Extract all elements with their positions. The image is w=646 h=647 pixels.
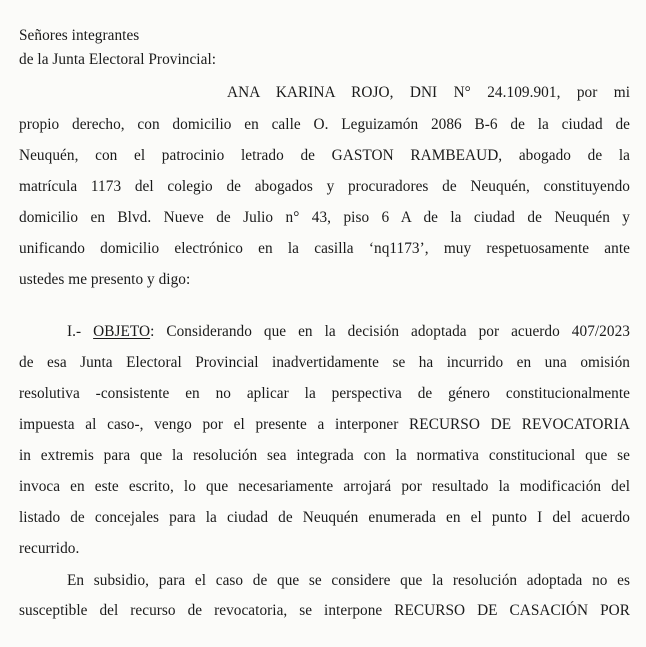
- intro-line-3: Neuquén, con el patrocinio letrado de GASTON RAMBEAUD, abogado de la: [19, 147, 630, 164]
- objeto-number: I.-: [67, 323, 94, 340]
- intro-line-4: matrícula 1173 del colegio de abogados y procuradores de Neuquén, constituyendo: [19, 178, 630, 195]
- intro-line-1: ANA KARINA ROJO, DNI N° 24.109.901, por mi: [227, 84, 630, 101]
- subsidio-line-1: En subsidio, para el caso de que se considere que la resolución adoptada no es: [67, 572, 630, 589]
- objeto-line-8: recurrido.: [19, 540, 80, 557]
- salutation-line-1: Señores integrantes: [19, 27, 140, 44]
- intro-line-5: domicilio en Blvd. Nueve de Julio n° 43, piso 6 A de la ciudad de Neuquén y: [19, 209, 630, 226]
- objeto-line-1-text: : Considerando que en la decisión adoptada por acuerdo 407/2023: [150, 323, 630, 340]
- objeto-line-4: impuesta al caso-, vengo por el presente a interponer RECURSO DE REVOCATORIA: [19, 416, 630, 433]
- objeto-line-7: listado de concejales para la ciudad de Neuquén enumerada en el punto I del acuerdo: [19, 509, 630, 526]
- intro-line-6: unificando domicilio electrónico en la casilla ‘nq1173’, muy respetuosamente ante: [19, 240, 630, 257]
- objeto-line-6: invoca en este escrito, lo que necesariamente arrojará por resultado la modificación del: [19, 478, 630, 495]
- objeto-line-2: de esa Junta Electoral Provincial inadvertidamente se ha incurrido en una omisión: [19, 354, 630, 371]
- intro-line-2: propio derecho, con domicilio en calle O. Leguizamón 2086 B-6 de la ciudad de: [19, 116, 630, 133]
- objeto-line-5: in extremis para que la resolución sea integrada con la normativa constitucional que se: [19, 447, 630, 464]
- intro-line-7: ustedes me presento y digo:: [19, 271, 191, 288]
- subsidio-line-2: susceptible del recurso de revocatoria, se interpone RECURSO DE CASACIÓN POR: [19, 602, 630, 619]
- salutation-line-2: de la Junta Electoral Provincial:: [19, 51, 217, 68]
- objeto-line-1: [67, 322, 630, 342]
- objeto-heading: OBJETO: [93, 323, 151, 340]
- objeto-line-3: resolutiva -consistente en no aplicar la perspectiva de género constitucionalmente: [19, 385, 630, 402]
